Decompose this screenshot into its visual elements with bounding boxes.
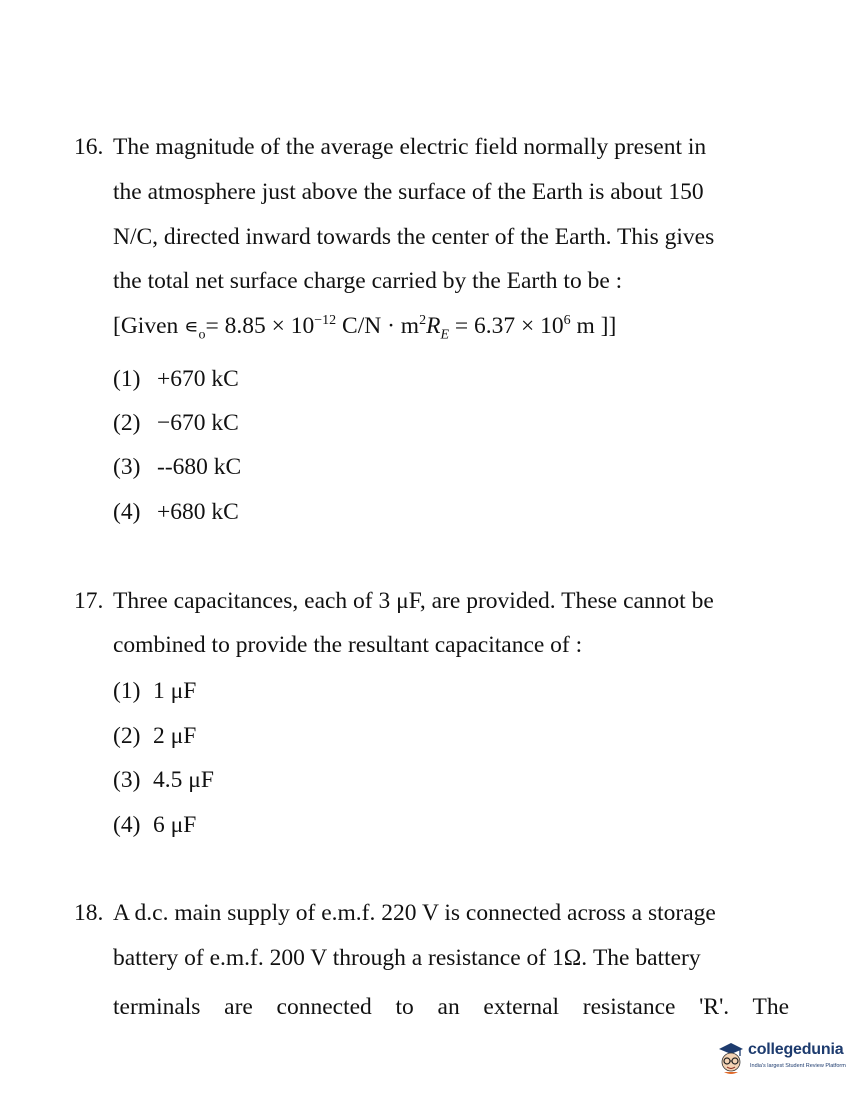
option-3: (3) 4.5 μF	[113, 767, 214, 793]
option-2: (2) 2 μF	[113, 723, 197, 749]
given-prefix: [Given	[113, 313, 179, 339]
epsilon-subscript: o	[198, 327, 206, 343]
epsilon-symbol: ∊	[184, 314, 199, 338]
question-text-line: The magnitude of the average electric field normally present in	[113, 134, 707, 160]
question-text-line: A d.c. main supply of e.m.f. 220 V is connected across a storage	[113, 900, 716, 926]
radius-exponent: 6	[563, 313, 571, 329]
epsilon-value: = 8.85 × 10	[205, 313, 315, 339]
radius-unit: m ]]	[576, 313, 617, 339]
question-text-line: Three capacitances, each of 3 μF, are provided. These cannot be	[113, 588, 714, 614]
question-text-line: terminals are connected to an external resistance 'R'. The	[113, 994, 789, 1020]
radius-value: = 6.37 × 10	[454, 313, 564, 339]
option-1: (1) 1 μF	[113, 678, 197, 704]
question-text-line: battery of e.m.f. 200 V through a resistance of 1Ω. The battery	[113, 945, 701, 971]
radius-symbol: R	[426, 313, 441, 339]
radius-subscript: E	[440, 327, 449, 343]
question-number: 16.	[74, 134, 104, 160]
option-4: (4) 6 μF	[113, 812, 197, 838]
collegedunia-logo	[716, 1038, 856, 1082]
given-values	[113, 313, 616, 344]
unit-exponent: 2	[419, 313, 427, 329]
logo-tagline: India's largest Student Review Platform	[750, 1063, 846, 1069]
question-number: 17.	[74, 588, 104, 614]
question-text-line: N/C, directed inward towards the center of the Earth. This gives	[113, 224, 715, 250]
question-text-line: combined to provide the resultant capacitance of :	[113, 632, 583, 658]
question-number: 18.	[74, 900, 104, 926]
logo-wordmark: collegedunia	[748, 1041, 844, 1058]
option-1: (1) +670 kC	[113, 366, 239, 392]
option-3: (3) --680 kC	[113, 454, 242, 480]
question-text-line: the total net surface charge carried by the Earth to be :	[113, 268, 623, 294]
option-4: (4) +680 kC	[113, 499, 239, 525]
epsilon-exponent: −12	[314, 313, 337, 329]
graduate-mascot-icon	[716, 1040, 746, 1076]
option-2: (2) −670 kC	[113, 410, 239, 436]
epsilon-unit: C/N · m	[342, 313, 420, 339]
question-text-line: the atmosphere just above the surface of the Earth is about 150	[113, 179, 704, 205]
